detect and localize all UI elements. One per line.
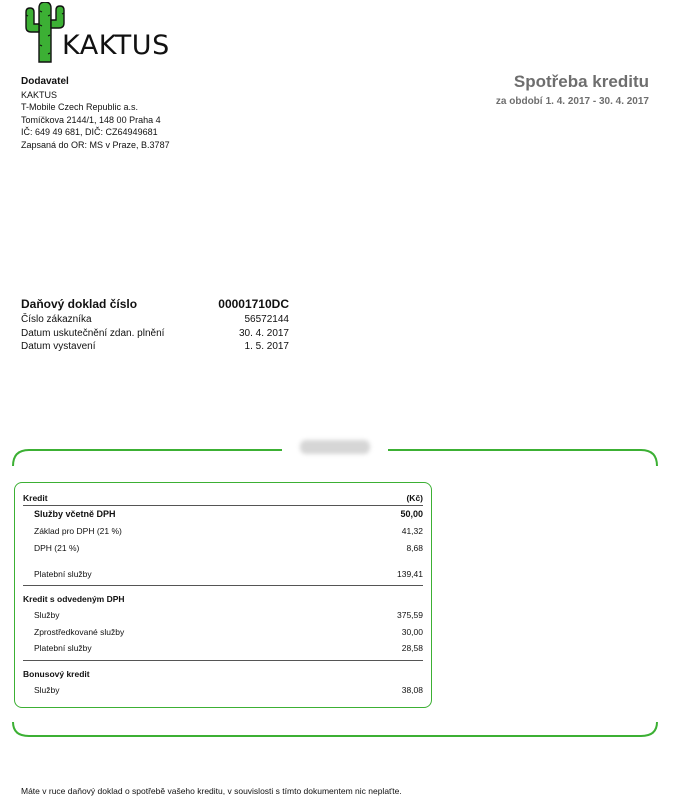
row-label: Datum uskutečnění zdan. plnění	[21, 327, 165, 339]
issue-date-row	[21, 340, 289, 354]
supplier-line: Zapsaná do OR: MS v Praze, B.3787	[21, 139, 170, 150]
section-title: Kredit s odvedeným DPH	[23, 594, 125, 604]
footer-note: Máte v ruce daňový doklad o spotřebě vašeho kreditu, v souvislosti s tímto dokumentem nic neplaťte.	[21, 786, 402, 796]
row-label: Služby včetně DPH	[34, 509, 116, 519]
vat-row	[34, 543, 423, 553]
row-value: 50,00	[400, 509, 423, 519]
billing-period	[496, 96, 649, 107]
row-label: Číslo zákazníka	[21, 314, 92, 325]
row-label: Datum vystavení	[21, 341, 96, 352]
supplier-line: Tomíčkova 2144/1, 148 00 Praha 4	[21, 114, 161, 125]
mediated-services-row	[34, 627, 423, 637]
row-label: Platební služby	[34, 643, 92, 653]
payment-services-row	[34, 569, 423, 579]
payment-services-row	[34, 643, 423, 653]
credit-header-row	[23, 493, 423, 503]
page-title: Spotřeba kreditu	[513, 72, 649, 91]
services-incl-vat-row	[34, 509, 423, 519]
credit-header-label: Kredit	[23, 493, 48, 503]
row-value: 56572144	[244, 314, 289, 325]
credit-summary-box	[14, 482, 432, 708]
supplier-line: T-Mobile Czech Republic a.s.	[21, 102, 139, 113]
supplier-line: KAKTUS	[21, 89, 58, 100]
tax-document-info	[21, 296, 289, 354]
row-value: 8,68	[406, 543, 423, 553]
row-value: 30,00	[401, 627, 423, 637]
row-value: 375,59	[397, 610, 423, 620]
section-title: Bonusový kredit	[23, 669, 90, 679]
divider	[23, 505, 423, 506]
row-value: 28,58	[401, 643, 423, 653]
blurred-phone-number	[300, 440, 370, 454]
vat-base-row	[34, 526, 423, 536]
services-row	[34, 610, 423, 620]
row-label: Služby	[34, 610, 60, 620]
period-label: za období	[495, 96, 543, 107]
bonus-services-row	[34, 685, 423, 695]
row-value: 139,41	[397, 569, 423, 579]
credit-vat-paid-title	[23, 594, 423, 604]
row-label: Základ pro DPH (21 %)	[34, 526, 122, 536]
divider	[23, 585, 423, 586]
customer-number-row	[21, 313, 289, 327]
taxable-date-row	[21, 327, 289, 341]
period-value: 1. 4. 2017 - 30. 4. 2017	[545, 96, 649, 107]
bonus-credit-title	[23, 669, 423, 679]
supplier-title: Dodavatel	[21, 76, 69, 87]
row-label: Zprostředkované služby	[34, 627, 125, 637]
row-label: Služby	[34, 685, 60, 695]
currency-unit: (Kč)	[406, 493, 423, 503]
tax-document-label: Daňový doklad číslo	[21, 297, 138, 311]
tax-document-number-row	[21, 296, 289, 313]
kaktus-logo	[22, 2, 182, 64]
row-value: 38,08	[401, 685, 423, 695]
row-label: Platební služby	[34, 569, 92, 579]
supplier-line: IČ: 649 49 681, DIČ: CZ64949681	[21, 127, 158, 138]
tax-document-number: 00001710DC	[218, 297, 289, 311]
row-value: 30. 4. 2017	[238, 327, 289, 339]
logo-text: KAKTUS	[62, 30, 170, 61]
row-value: 1. 5. 2017	[244, 341, 289, 352]
divider	[23, 660, 423, 661]
supplier-info	[21, 76, 170, 152]
row-value: 41,32	[401, 526, 423, 536]
row-label: DPH (21 %)	[34, 543, 80, 553]
